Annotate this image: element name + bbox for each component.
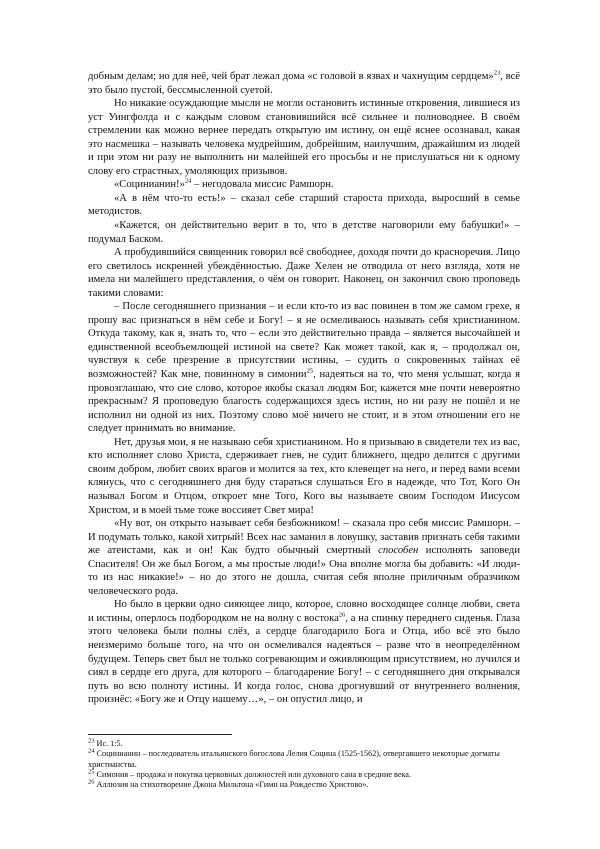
- paragraph-text: «Ну вот, он открыто называет себя безбожником! – сказала про себя миссис Рамшорн. – И подумать только, какой хитрый! Всех нас заманил в ловушку, заставив признать себя такими же атеистами, как и он! Как будто обычный смертный: [88, 518, 520, 557]
- paragraph-text: , надеяться на то, что меня услышат, когда я провозглашаю, что сие слово, которое якобы сказал людям Бог, кажется мне почти невероятно прекрасным? Я проповедую благость содержащихся здесь истин, но ни разу не пошёл и не исполнил ни одной из них. Поэтому слово моё ничего не стоит, и в этом отношении его не следует принимать во внимание.: [88, 369, 520, 435]
- footnote: [88, 770, 520, 780]
- paragraph-text: , а на спинку переднего сиденья. Глаза этого человека были полны слёз, а сердце благодарило Бога и Отца, ибо всё это было неизмеримо больше того, на что он осмеливался надеяться – разве что в неопределённом будущем. Теперь свет был не только согревающим и оживляющим присутствием, но лучился и сиял в сердце его друга, для которого – благодарение Богу! – с сегодняшнего дня открывался путь во всю полноту истины. И когда голос, снова дрогнувший от внутреннего волнения, произнёс: «Богу же и Отцу нашему…», – он опустил лицо, и: [88, 612, 520, 706]
- body-paragraph: [88, 70, 520, 97]
- body-paragraph: [88, 192, 520, 219]
- body-paragraph: [88, 219, 520, 246]
- footnote-text: Симония – продажа и покупка церковных должностей или духовного сана в средние века.: [94, 769, 411, 779]
- paragraph-text: – негодовала миссис Рамшорн.: [191, 179, 334, 191]
- paragraph-text: «А в нём что-то есть!» – сказал себе старший староста прихода, выросший в семье методистов.: [88, 192, 520, 218]
- paragraph-text: «Социнианин!»: [114, 179, 185, 191]
- paragraph-text: Но никакие осуждающие мысли не могли остановить истинные откровения, лившиеся из уст Уингфолда и с каждым словом становившийся всё сильнее и полноводнее. В своём стремлении как можно вернее передать открытую им истину, он ещё яснее осознавал, какая это насмешка – называть человека мудрейшим, добрейшим, наилучшим, дражайшим из людей и при этом ни разу не выполнить ни малейшей его просьбы и не прислушаться ни к одному слову его страстных, умоляющих призывов.: [88, 98, 520, 177]
- paragraph-text: А пробудившийся священник говорил всё свободнее, доходя почти до красноречия. Лицо его светилось искренней убеждённостью. Даже Хелен не отводила от него взгляда, хотя не имела ни малейшего представления, о чём он говорит. Наконец, он закончил свою проповедь такими словами:: [88, 247, 520, 299]
- footnote-text: Социнианин – последователь итальянского богослова Лелия Социна (1525-1562), отвергавшего некоторые догматы христианства.: [88, 749, 500, 769]
- paragraph-text: Но было в церкви одно сияющее лицо, которое, словно восходящее солнце любви, света и истины, оперлось подбородком не на волну с востока: [88, 599, 520, 624]
- body-paragraph: [88, 598, 520, 706]
- paragraph-text: – После сегодняшнего признания – и если кто-то из вас повинен в том же самом грехе, я прошу вас признаться в нём себе и Богу! – я не осмеливаюсь называть себя христианином. Откуда такому, как я, знать то, что – если это действительно правда – является высочайшей и единственной всеобъемлющей истиной на свете? Как может такой, как я, – продолжал он, чувствуя к себе презрение в присутствии истины, – судить о сокровенных тайнах её возможностей? Как мне, повинному в симонии: [88, 301, 520, 381]
- footnote-number: 23: [88, 737, 95, 745]
- body-paragraph: [88, 246, 520, 300]
- paragraph-text: Нет, друзья мои, я не называю себя христианином. Но я призываю в свидетели тех из вас, кто исполняет слово Христа, сдерживает гнев, не судит ближнего, щедро делится с другими своим добром, любит своих врагов и молится за тех, кто клевещет на него, и перед вами всеми клянусь, что с сегодняшнего дня буду стараться слушаться Его в надежде, что Тот, Кого Он называл Богом и Отцом, откроет мне Того, Кого вы называете своим Господом Иисусом Христом, и в моей тьме тоже воссияет Свет мира!: [88, 436, 520, 516]
- footnotes: [88, 739, 520, 790]
- footnote-text: Ис. 1:5.: [94, 739, 123, 748]
- footnote-text: Аллюзия на стихотворение Джона Мильтона «Гимн на Рождество Христово».: [94, 780, 369, 790]
- paragraph-text: «Кажется, он действительно верит в то, что в детстве наговорили ему бабушки!» – подумал Баском.: [88, 220, 520, 245]
- body-paragraph: [88, 178, 520, 192]
- footnote: [88, 780, 520, 790]
- paragraph-text: исполнять заповеди Спасителя! Он же был Богом, а мы простые люди!» Она вполне могла бы добавить: «И люди-то из нас никакие!» – но до этого не дошла, считая себя вполне приличным образчиком человеческого рода.: [88, 545, 520, 597]
- paragraph-text: , всё это было пустой, бессмысленной суетой.: [88, 71, 520, 96]
- footnote-ref: 23: [493, 69, 501, 77]
- emphasis-text: способен: [378, 545, 419, 557]
- footnote: [88, 739, 520, 749]
- footnote-ref: 26: [338, 611, 346, 619]
- footnote-separator: [88, 734, 232, 735]
- footnote-number: 26: [88, 778, 95, 786]
- body-paragraph: [88, 300, 520, 435]
- paragraph-text: добным делам; но для неё, чей брат лежал дома «с головой в язвах и чахнущим сердцем»: [88, 71, 494, 82]
- footnote: [88, 749, 520, 770]
- footnote-ref: 25: [306, 367, 314, 375]
- footnote-number: 24: [88, 747, 95, 755]
- footnote-ref: 24: [184, 177, 192, 185]
- footnote-number: 25: [88, 768, 95, 776]
- page-body: [88, 70, 520, 707]
- body-paragraph: [88, 97, 520, 178]
- body-paragraph: [88, 517, 520, 598]
- body-paragraph: [88, 436, 520, 517]
